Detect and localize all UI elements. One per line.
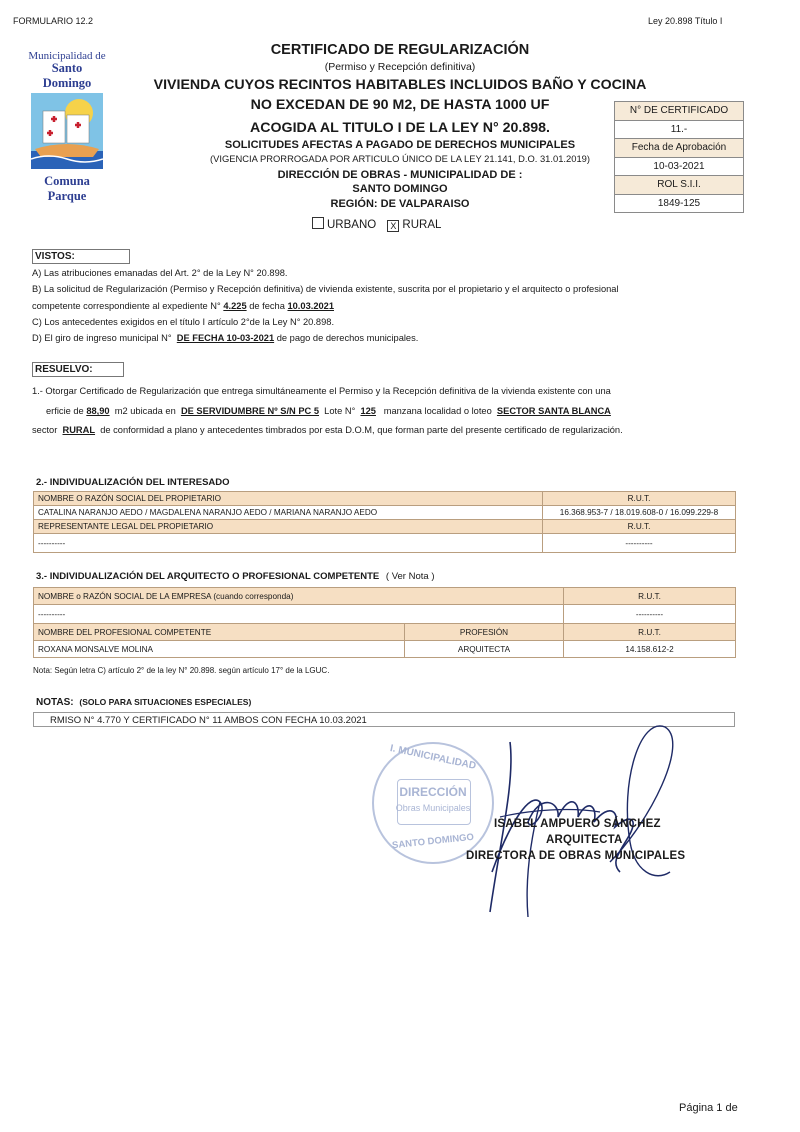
- vistos-b-middle: de fecha: [249, 301, 285, 311]
- vistos-heading: VISTOS:: [32, 249, 130, 264]
- locality-label: manzana localidad o loteo: [383, 406, 492, 416]
- legal-rep-rut-label: R.U.T.: [543, 520, 736, 534]
- urbano-checkbox[interactable]: [312, 217, 324, 229]
- owner-rut-label: R.U.T.: [543, 492, 736, 506]
- locality-value: SECTOR SANTA BLANCA: [496, 406, 611, 416]
- professional-rut-value: 14.158.612-2: [564, 641, 736, 658]
- professional-table: [33, 587, 736, 658]
- professional-name-label: NOMBRE DEL PROFESIONAL COMPETENTE: [34, 624, 405, 641]
- rol-label: ROL S.I.I.: [615, 176, 743, 195]
- notes-heading: [36, 697, 251, 708]
- municipality-name: SANTO DOMINGO: [352, 183, 448, 195]
- legal-rep-value: ----------: [34, 534, 543, 553]
- table-row: [34, 641, 736, 658]
- sector-label: sector: [32, 425, 58, 435]
- conformity-text: de conformidad a plano y antecedentes timbrados por esta D.O.M, que forman parte del presente certificado de regularización.: [100, 425, 623, 435]
- urbano-label: URBANO: [327, 219, 377, 231]
- legal-rep-label: REPRESENTANTE LEGAL DEL PROPIETARIO: [34, 520, 543, 534]
- department-title: DIRECCIÓN DE OBRAS - MUNICIPALIDAD DE :: [277, 169, 523, 181]
- signatory-position: DIRECTORA DE OBRAS MUNICIPALES: [466, 850, 686, 862]
- housing-title-line-1: VIVIENDA CUYOS RECINTOS HABITABLES INCLUIDOS BAÑO Y COCINA: [153, 77, 647, 93]
- vistos-b-line-1: B) La solicitud de Regularización (Permiso y Recepción definitiva) de vivienda existente, suscrita por el propietario y el arquitecto o profesional: [32, 284, 619, 294]
- certificate-title: CERTIFICADO DE REGULARIZACIÓN: [270, 42, 530, 58]
- resuelvo-line-2: [46, 403, 611, 420]
- resuelvo-heading: RESUELVO:: [32, 362, 124, 377]
- vistos-d-suffix: de pago de derechos municipales.: [276, 333, 419, 343]
- table-row: [34, 534, 736, 553]
- legal-rep-rut-value: ----------: [543, 534, 736, 553]
- certificate-subtitle: (Permiso y Recepción definitiva): [324, 61, 476, 73]
- surface-prefix: erficie de: [46, 406, 84, 416]
- validity-note: (VIGENCIA PRORROGADA POR ARTICULO ÚNICO DE LA LEY 21.141, D.O. 31.01.2019): [209, 153, 590, 164]
- profession-value: ARQUITECTA: [405, 641, 564, 658]
- law-reference: Ley 20.898 Título I: [648, 16, 723, 26]
- stamp-ring-text: I. MUNICIPALIDAD: [389, 743, 477, 772]
- professional-name-value: ROXANA MONSALVE MOLINA: [34, 641, 405, 658]
- rural-label: RURAL: [402, 219, 442, 231]
- sector-value: RURAL: [62, 425, 96, 435]
- vistos-c: C) Los antecedentes exigidos en el título I artículo 2°de la Ley N° 20.898.: [32, 317, 335, 327]
- owner-rut-value: 16.368.953-7 / 18.019.608-0 / 16.099.229-8: [543, 506, 736, 520]
- vistos-b-prefix: competente correspondiente al expediente N°: [32, 301, 221, 311]
- company-label: NOMBRE o RAZÓN SOCIAL DE LA EMPRESA (cuando corresponda): [34, 588, 564, 605]
- stamp-bottom-text: SANTO DOMINGO: [391, 831, 475, 852]
- professional-rut-label: R.U.T.: [564, 624, 736, 641]
- ship-emblem-icon: [31, 93, 103, 169]
- notes-label-note: (SOLO PARA SITUACIONES ESPECIALES): [79, 697, 252, 707]
- zone-options: [312, 217, 441, 232]
- housing-title-line-2: NO EXCEDAN DE 90 M2, DE HASTA 1000 UF: [250, 97, 550, 113]
- approval-date-label: Fecha de Aprobación: [615, 139, 743, 158]
- section-3-note-ref: ( Ver Nota ): [385, 571, 435, 582]
- file-date: 10.03.2021: [287, 301, 334, 311]
- file-number: 4.225: [223, 301, 247, 311]
- surface-suffix: m2 ubicada en: [114, 406, 176, 416]
- notes-field: RMISO N° 4.770 Y CERTIFICADO N° 11 AMBOS CON FECHA 10.03.2021: [33, 712, 735, 727]
- certificate-info-box: [614, 101, 744, 213]
- owner-label: NOMBRE O RAZÓN SOCIAL DEL PROPIETARIO: [34, 492, 543, 506]
- certificate-number-label: N° DE CERTIFICADO: [615, 102, 743, 121]
- logo-line-3: Comuna Parque: [44, 174, 90, 203]
- resuelvo-line-1: 1.- Otorgar Certificado de Regularización que entrega simultáneamente el Permiso y la Recepción definitiva de la vivienda existente con una: [32, 386, 611, 396]
- address-value: DE SERVIDUMBRE Nº S/N PC 5: [180, 406, 319, 416]
- form-number: FORMULARIO 12.2: [13, 16, 94, 26]
- company-value: ----------: [34, 605, 564, 624]
- payment-date: DE FECHA 10-03-2021: [176, 333, 275, 343]
- approval-date-value: 10-03-2021: [615, 158, 743, 177]
- vistos-d: [32, 330, 418, 347]
- stamp-center-subtitle: Obras Municipales: [395, 803, 471, 813]
- table-row: [34, 605, 736, 624]
- section-2-title: 2.- INDIVIDUALIZACIÓN DEL INTERESADO: [36, 477, 230, 488]
- stamp-center-title: DIRECCIÓN: [399, 785, 467, 799]
- fees-title: SOLICITUDES AFECTAS A PAGADO DE DERECHOS MUNICIPALES: [224, 139, 576, 151]
- surface-value: 88,90: [86, 406, 110, 416]
- page-number: Página 1 de: [679, 1102, 738, 1114]
- profession-label: PROFESIÓN: [405, 624, 564, 641]
- table-row: [34, 520, 736, 534]
- logo-line-2: Santo Domingo: [42, 61, 92, 90]
- owner-value: CATALINA NARANJO AEDO / MAGDALENA NARANJO AEDO / MARIANA NARANJO AEDO: [34, 506, 543, 520]
- section-3-note: Nota: Según letra C) artículo 2° de la ley N° 20.898. según artículo 17° de la LGUC.: [33, 666, 330, 675]
- signatory-role: ARQUITECTA: [546, 834, 623, 846]
- table-row: [34, 492, 736, 506]
- law-title: ACOGIDA AL TITULO I DE LA LEY N° 20.898.: [250, 120, 550, 136]
- notes-label: NOTAS:: [36, 697, 74, 708]
- rol-value: 1849-125: [657, 197, 701, 209]
- table-row: [34, 506, 736, 520]
- company-rut-label: R.U.T.: [564, 588, 736, 605]
- interested-party-table: [33, 491, 736, 553]
- logo-line-1: Municipalidad de: [28, 50, 106, 62]
- table-row: [34, 624, 736, 641]
- municipality-logo: [27, 50, 107, 204]
- certificate-number-value: 11.-: [615, 121, 743, 140]
- table-row: [34, 588, 736, 605]
- lote-label: Lote N°: [324, 406, 356, 416]
- signatory-name: ISABEL AMPUERO SÁNCHEZ: [494, 818, 661, 830]
- vistos-a: A) Las atribuciones emanadas del Art. 2° de la Ley N° 20.898.: [32, 268, 288, 278]
- company-rut-value: ----------: [564, 605, 736, 624]
- vistos-b-line-2: [32, 298, 334, 315]
- section-3-title-text: 3.- INDIVIDUALIZACIÓN DEL ARQUITECTO O PROFESIONAL COMPETENTE: [36, 571, 380, 582]
- region-name: REGIÓN: DE VALPARAISO: [330, 198, 470, 210]
- vistos-d-prefix: D) El giro de ingreso municipal N°: [32, 333, 172, 343]
- rural-checkbox[interactable]: X: [387, 220, 399, 232]
- resuelvo-line-3: [32, 422, 623, 439]
- section-3-title: [36, 571, 434, 582]
- lote-value: 125: [360, 406, 376, 416]
